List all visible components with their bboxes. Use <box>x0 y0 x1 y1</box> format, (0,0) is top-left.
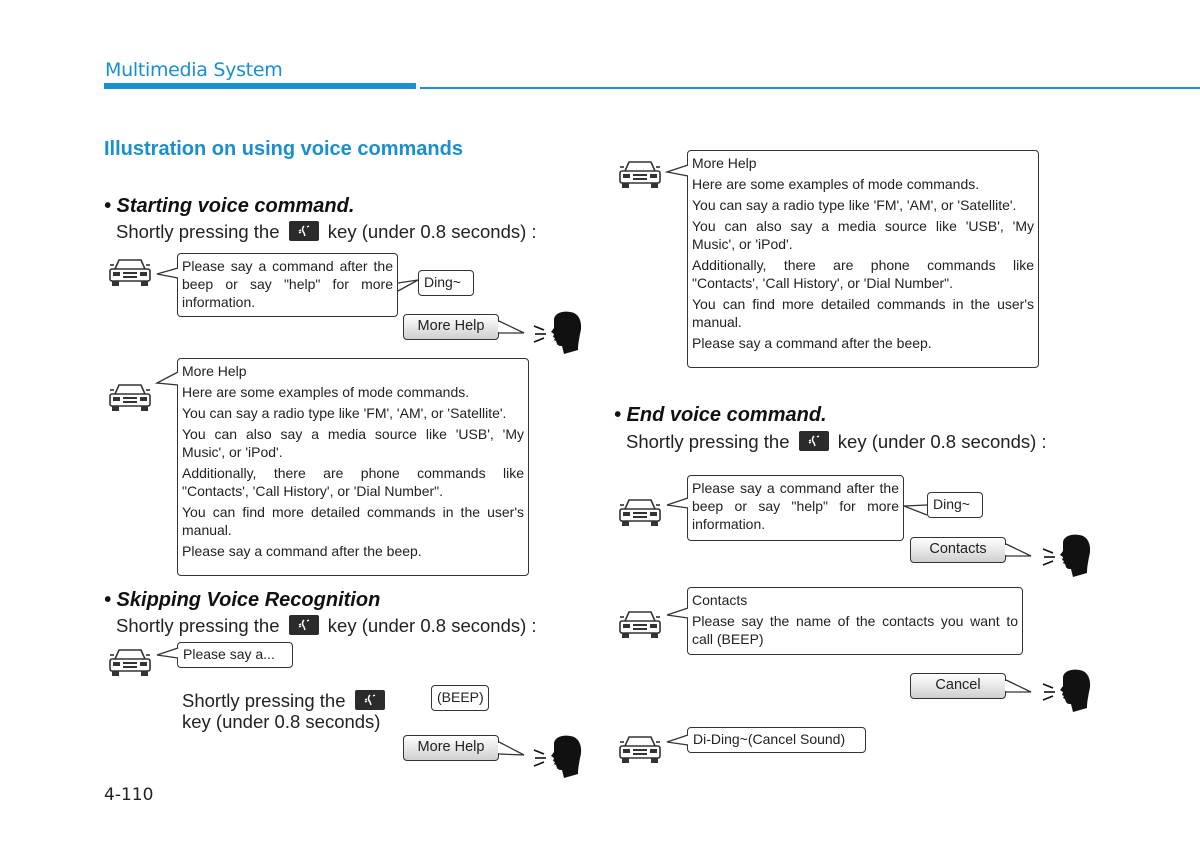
help-line: Here are some examples of mode commands. <box>692 176 980 192</box>
instruction-skip <box>116 615 537 637</box>
instruction-text-after: key (under 0.8 seconds) : <box>327 221 537 242</box>
page-number: 4-110 <box>104 785 154 805</box>
press-text-line1: Shortly pressing the <box>182 690 346 711</box>
car-icon <box>618 733 662 765</box>
user-speech-more-help: More Help <box>403 735 499 761</box>
contacts-title: Contacts <box>692 592 748 608</box>
header-rule-thin <box>420 87 1200 89</box>
car-icon <box>108 646 152 678</box>
speaking-head-icon <box>1041 533 1091 579</box>
bullet-starting-voice-command: • Starting voice command. <box>104 195 355 217</box>
car-icon <box>108 381 152 413</box>
voice-key-icon <box>289 221 319 241</box>
instruction-text-before: Shortly pressing the <box>116 221 280 242</box>
instruction-end <box>626 431 1047 453</box>
press-text-line2: key (under 0.8 seconds) <box>182 711 381 732</box>
instruction-text-after: key (under 0.8 seconds) : <box>837 431 1047 452</box>
user-speech-contacts: Contacts <box>910 537 1006 563</box>
car-icon <box>618 496 662 528</box>
instruction-start <box>116 221 537 243</box>
help-line: You can say a radio type like 'FM', 'AM', or 'Satellite'. <box>182 405 507 421</box>
instruction-text-before: Shortly pressing the <box>116 615 280 636</box>
bullet-end-voice-command: • End voice command. <box>614 404 827 426</box>
speaking-head-icon <box>1041 668 1091 714</box>
speaking-head-icon <box>532 734 582 780</box>
voice-key-icon <box>355 690 385 710</box>
press-instruction <box>182 690 389 732</box>
help-line: Additionally, there are phone commands like "Contacts', 'Call History', or 'Dial Number". <box>182 465 524 499</box>
help-line: You can also say a media source like 'USB', 'My Music', or 'iPod'. <box>182 426 524 460</box>
help-line: You can find more detailed commands in the user's manual. <box>182 504 524 538</box>
car-icon <box>108 256 152 288</box>
help-line: More Help <box>182 363 247 379</box>
car-icon <box>618 608 662 640</box>
user-speech-more-help: More Help <box>403 314 499 340</box>
system-prompt-bubble <box>687 475 904 541</box>
help-line: You can find more detailed commands in the user's manual. <box>692 296 1034 330</box>
speaking-head-icon <box>532 310 582 356</box>
help-bubble-right <box>687 150 1039 368</box>
system-prompt-short: Please say a... <box>177 642 293 668</box>
help-line: Here are some examples of mode commands. <box>182 384 470 400</box>
system-prompt-text: Please say a command after the beep or say "help" for more information. <box>182 258 393 310</box>
ding-bubble: Ding~ <box>418 270 474 296</box>
section-title: Illustration on using voice commands <box>104 138 463 160</box>
instruction-text-after: key (under 0.8 seconds) : <box>327 615 537 636</box>
instruction-text-before: Shortly pressing the <box>626 431 790 452</box>
cancel-sound-bubble: Di-Ding~(Cancel Sound) <box>687 727 866 753</box>
contacts-text: Please say the name of the contacts you want to call (BEEP) <box>692 613 1018 647</box>
help-line: You can also say a media source like 'USB', 'My Music', or 'iPod'. <box>692 218 1034 252</box>
help-line: Please say a command after the beep. <box>182 543 422 559</box>
bullet-skipping-voice-recognition: • Skipping Voice Recognition <box>104 589 381 611</box>
help-line: Additionally, there are phone commands like "Contacts', 'Call History', or 'Dial Number". <box>692 257 1034 291</box>
car-icon <box>618 158 662 190</box>
ding-bubble: Ding~ <box>927 492 983 518</box>
system-prompt-text: Please say a command after the beep or say "help" for more information. <box>692 480 899 532</box>
help-bubble-left <box>177 358 529 576</box>
header-title: Multimedia System <box>105 59 283 81</box>
user-speech-cancel: Cancel <box>910 673 1006 699</box>
help-line: More Help <box>692 155 757 171</box>
header-rule-thick <box>104 83 416 89</box>
system-prompt-bubble <box>177 253 398 317</box>
contacts-bubble <box>687 587 1023 655</box>
voice-key-icon <box>799 431 829 451</box>
beep-bubble: (BEEP) <box>431 685 489 711</box>
help-line: Please say a command after the beep. <box>692 335 932 351</box>
voice-key-icon <box>289 615 319 635</box>
help-line: You can say a radio type like 'FM', 'AM', or 'Satellite'. <box>692 197 1017 213</box>
